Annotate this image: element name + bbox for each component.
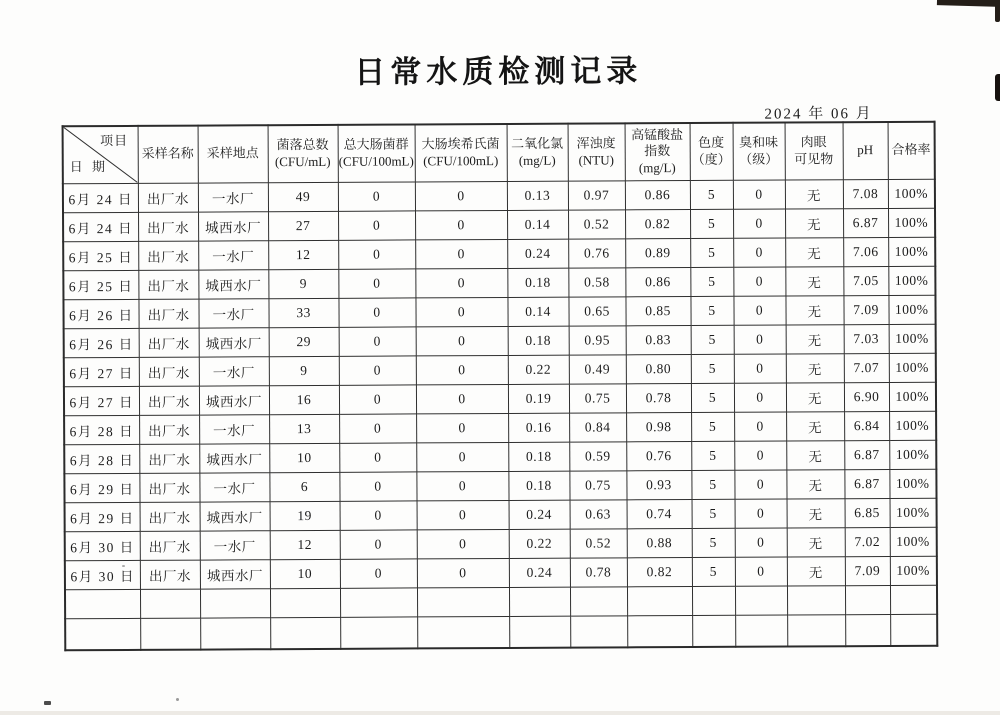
table-cell: 0.18 xyxy=(507,268,568,297)
table-cell xyxy=(65,618,140,650)
table-cell: 无 xyxy=(786,440,844,469)
table-cell: 12 xyxy=(268,240,338,269)
table-cell xyxy=(787,614,845,646)
table-cell: 一水厂 xyxy=(199,472,269,501)
table-cell: 0 xyxy=(417,558,509,587)
table-cell: 49 xyxy=(268,182,338,211)
table-cell: 0 xyxy=(338,210,415,239)
table-cell: 19 xyxy=(270,501,340,530)
empty-row xyxy=(65,614,937,651)
table-cell: 0 xyxy=(338,239,415,268)
table-cell: 0.52 xyxy=(568,209,625,238)
table-cell: 7.06 xyxy=(843,237,888,266)
table-cell: 一水厂 xyxy=(200,530,270,559)
table-cell xyxy=(417,616,509,648)
table-cell: 0 xyxy=(415,297,507,326)
table-cell: 7.09 xyxy=(845,556,890,585)
table-cell: 出厂水 xyxy=(139,357,199,386)
table-cell: 无 xyxy=(786,411,844,440)
column-header: 总大肠菌群 (CFU/100mL) xyxy=(338,124,415,181)
table-cell: 0.65 xyxy=(568,296,625,325)
table-cell: 6.90 xyxy=(844,382,889,411)
table-cell: 0 xyxy=(734,325,786,354)
column-header: 菌落总数 (CFU/mL) xyxy=(268,125,338,182)
table-cell: 100% xyxy=(888,208,935,237)
table-cell: 城西水厂 xyxy=(199,327,269,356)
table-cell xyxy=(200,617,270,649)
table-cell: 0.98 xyxy=(626,412,691,441)
table-cell: 0 xyxy=(733,209,785,238)
table-cell: 0 xyxy=(340,558,417,587)
table-cell: 0.13 xyxy=(507,181,568,210)
table-cell: 5 xyxy=(691,354,734,383)
table-cell: 0 xyxy=(733,180,785,209)
table-cell: 5 xyxy=(690,238,733,267)
water-quality-table xyxy=(62,121,939,652)
table-cell: 0.76 xyxy=(568,238,625,267)
table-cell: 0.24 xyxy=(507,239,568,268)
table-cell: 0.76 xyxy=(626,441,691,470)
table-cell xyxy=(735,585,787,614)
table-cell: 一水厂 xyxy=(199,356,269,385)
table-cell xyxy=(509,587,570,616)
table-cell: 出厂水 xyxy=(138,212,198,241)
page-title: 日常水质检测记录 xyxy=(354,53,643,90)
table-cell: 城西水厂 xyxy=(198,269,268,298)
table-cell: 0.82 xyxy=(625,209,690,238)
table-cell xyxy=(270,617,340,649)
table-cell: 0.85 xyxy=(625,296,690,325)
table-cell xyxy=(65,589,140,618)
table-cell: 0 xyxy=(339,413,416,442)
table-cell: 9 xyxy=(268,269,338,298)
table-row xyxy=(63,179,935,213)
table-cell: 6.87 xyxy=(844,440,889,469)
table-cell: 0 xyxy=(734,383,786,412)
table-cell: 5 xyxy=(691,383,734,412)
table-cell: 无 xyxy=(785,266,843,295)
table-cell: 0.74 xyxy=(627,499,692,528)
table-row xyxy=(64,324,936,358)
table-cell: 29 xyxy=(269,327,339,356)
table-cell: 无 xyxy=(785,295,843,324)
table-cell: 7.07 xyxy=(844,353,889,382)
table-cell: 出厂水 xyxy=(138,241,198,270)
column-header: 高锰酸盐 指数 (mg/L) xyxy=(625,123,690,180)
column-header: 色度 （度） xyxy=(690,123,733,180)
column-header: 大肠埃希氏菌 (CFU/100mL) xyxy=(415,124,507,181)
table-cell: 0.84 xyxy=(569,412,626,441)
table-cell: 无 xyxy=(787,556,845,585)
table-cell: 5 xyxy=(692,528,735,557)
table-row xyxy=(64,353,936,387)
table-cell: 无 xyxy=(785,237,843,266)
table-cell: 6月 24 日 xyxy=(63,212,138,241)
table-cell xyxy=(890,614,937,646)
table-cell: 0 xyxy=(417,529,509,558)
table-cell: 0 xyxy=(416,471,508,500)
table-cell: 无 xyxy=(786,324,844,353)
table-cell: 0 xyxy=(416,355,508,384)
table-cell: 城西水厂 xyxy=(198,211,268,240)
table-cell: 出厂水 xyxy=(139,386,199,415)
table-cell: 一水厂 xyxy=(198,182,268,211)
table-cell: 0 xyxy=(735,528,787,557)
table-cell: 5 xyxy=(690,267,733,296)
table-cell: 10 xyxy=(269,443,339,472)
table-cell: 33 xyxy=(268,298,338,327)
table-cell: 0.95 xyxy=(569,325,626,354)
column-header: 臭和味 （级） xyxy=(733,123,785,180)
table-cell: 一水厂 xyxy=(198,298,268,327)
table-row xyxy=(63,266,935,300)
table-cell: 0.75 xyxy=(569,383,626,412)
table-cell: 0 xyxy=(339,326,416,355)
table-cell xyxy=(890,585,937,614)
table-row xyxy=(64,469,936,503)
table-cell: 0.18 xyxy=(508,326,569,355)
table-cell: 0 xyxy=(735,557,787,586)
table-cell: 0 xyxy=(339,471,416,500)
table-row xyxy=(63,237,935,271)
table-row xyxy=(65,556,937,590)
table-cell: 5 xyxy=(691,325,734,354)
table-cell: 0 xyxy=(416,326,508,355)
table-cell: 6.85 xyxy=(845,498,890,527)
table-cell: 0.19 xyxy=(508,384,569,413)
table-cell xyxy=(787,585,845,614)
table-cell: 0 xyxy=(338,268,415,297)
table-cell: 0.24 xyxy=(509,500,570,529)
table-cell: 100% xyxy=(888,237,935,266)
table-cell: 0 xyxy=(416,413,508,442)
table-cell xyxy=(417,587,509,616)
table-cell: 13 xyxy=(269,414,339,443)
table-cell: 0 xyxy=(339,384,416,413)
table-cell: 0 xyxy=(734,354,786,383)
table-cell: 0.22 xyxy=(509,529,570,558)
table-cell xyxy=(845,614,890,646)
table-cell: 6月 26 日 xyxy=(64,328,139,357)
table-cell: 0 xyxy=(734,470,786,499)
table-cell xyxy=(570,615,627,647)
corner-label-date: 日 期 xyxy=(69,158,109,175)
table-cell: 0 xyxy=(339,355,416,384)
table-cell xyxy=(735,614,787,646)
table-cell: 6月 26 日 xyxy=(63,299,138,328)
table-cell: 出厂水 xyxy=(140,502,200,531)
table-cell: 5 xyxy=(691,470,734,499)
table-cell: 6月 28 日 xyxy=(64,444,139,473)
table-cell: 一水厂 xyxy=(198,240,268,269)
table-cell xyxy=(692,586,735,615)
table-cell: 0.83 xyxy=(626,325,691,354)
table-cell: 100% xyxy=(890,527,937,556)
table-cell: 5 xyxy=(690,180,733,209)
table-cell: 9 xyxy=(269,356,339,385)
column-header: 浑浊度 (NTU) xyxy=(568,123,625,180)
table-cell: 0 xyxy=(417,500,509,529)
table-cell: 0 xyxy=(415,239,507,268)
table-cell: 5 xyxy=(691,441,734,470)
table-header xyxy=(63,122,935,184)
table-cell: 出厂水 xyxy=(138,270,198,299)
table-cell: 100% xyxy=(889,324,936,353)
table-cell: 0 xyxy=(733,296,785,325)
table-cell xyxy=(200,588,270,617)
table-cell: 100% xyxy=(889,382,936,411)
column-header: 采样地点 xyxy=(198,125,268,182)
table-cell: 0.63 xyxy=(570,499,627,528)
table-row xyxy=(65,527,937,561)
table-cell: 10 xyxy=(270,559,340,588)
table-cell: 0.75 xyxy=(569,470,626,499)
table-cell: 0.80 xyxy=(626,354,691,383)
table-cell: 0 xyxy=(340,500,417,529)
table-cell: 出厂水 xyxy=(140,531,200,560)
table-cell: 5 xyxy=(690,296,733,325)
table-cell: 无 xyxy=(786,469,844,498)
table-cell: 城西水厂 xyxy=(200,559,270,588)
header-row xyxy=(63,122,935,184)
table-cell: 7.02 xyxy=(845,527,890,556)
table-row xyxy=(63,295,935,329)
table-cell: 0.78 xyxy=(626,383,691,412)
column-header: pH xyxy=(843,122,888,179)
table-cell: 0 xyxy=(415,210,507,239)
table-cell: 5 xyxy=(692,499,735,528)
table-cell: 6月 29 日 xyxy=(64,473,139,502)
table-cell: 7.03 xyxy=(844,324,889,353)
table-cell: 6月 27 日 xyxy=(64,357,139,386)
table-row xyxy=(64,411,936,445)
table-cell: 0 xyxy=(338,297,415,326)
column-header: 肉眼 可见物 xyxy=(785,122,843,179)
table-cell: 6.87 xyxy=(843,208,888,237)
table-cell: 0.88 xyxy=(627,528,692,557)
corner-label-item: 项目 xyxy=(100,132,129,149)
table-cell: 0.86 xyxy=(625,180,690,209)
table-cell: 0.93 xyxy=(626,470,691,499)
table-cell: 无 xyxy=(785,208,843,237)
table-cell: 出厂水 xyxy=(138,183,198,212)
table-cell: 100% xyxy=(888,179,935,208)
table-row xyxy=(64,382,936,416)
table-cell: 6月 28 日 xyxy=(64,415,139,444)
table-cell xyxy=(140,589,200,618)
table-cell: 无 xyxy=(785,179,843,208)
table-cell: 7.09 xyxy=(843,295,888,324)
table-cell: 5 xyxy=(690,209,733,238)
table-cell: 100% xyxy=(890,498,937,527)
table-cell: 无 xyxy=(787,498,845,527)
table-cell xyxy=(692,615,735,647)
table-cell: 0.78 xyxy=(570,557,627,586)
table-cell: 5 xyxy=(691,412,734,441)
table-cell: 7.08 xyxy=(843,179,888,208)
table-row xyxy=(63,208,935,242)
table-cell: 0 xyxy=(415,268,507,297)
table-cell: 出厂水 xyxy=(139,473,199,502)
table-cell: 0.16 xyxy=(508,413,569,442)
table-cell xyxy=(509,616,570,648)
table-cell: 100% xyxy=(889,411,936,440)
table-cell: 0.52 xyxy=(570,528,627,557)
table-cell: 0 xyxy=(734,441,786,470)
table-cell: 0 xyxy=(340,529,417,558)
table-cell: 6月 25 日 xyxy=(63,241,138,270)
column-header: 二氧化氯 (mg/L) xyxy=(507,124,568,181)
table-cell: 一水厂 xyxy=(199,414,269,443)
table-cell: 0 xyxy=(338,181,415,210)
empty-row xyxy=(65,585,937,619)
table-cell: 100% xyxy=(889,440,936,469)
table-cell: 6月 29 日 xyxy=(65,502,140,531)
table-cell: 城西水厂 xyxy=(200,501,270,530)
table-cell: 0.14 xyxy=(507,297,568,326)
table-cell: 6 xyxy=(269,472,339,501)
table-cell: 出厂水 xyxy=(140,560,200,589)
table-cell: 0 xyxy=(735,499,787,528)
table-cell: 0 xyxy=(339,442,416,471)
table-cell: 出厂水 xyxy=(138,299,198,328)
column-header: 合格率 xyxy=(888,122,935,179)
table-cell xyxy=(340,587,417,616)
table-cell: 100% xyxy=(889,353,936,382)
table-cell: 0.18 xyxy=(508,442,569,471)
table-cell xyxy=(340,616,417,648)
table-cell: 0 xyxy=(733,267,785,296)
table-cell: 出厂水 xyxy=(139,444,199,473)
table-cell: 0 xyxy=(733,238,785,267)
report-date: 2024 年 06 月 xyxy=(764,106,873,123)
table-row xyxy=(65,498,937,532)
table-cell: 0.49 xyxy=(569,354,626,383)
table-cell: 0.59 xyxy=(569,441,626,470)
column-header: 采样名称 xyxy=(138,126,198,183)
table-cell xyxy=(140,618,200,650)
table-cell: 0.18 xyxy=(508,471,569,500)
table-cell: 0.22 xyxy=(508,355,569,384)
table-cell: 无 xyxy=(786,353,844,382)
table-cell: 6月 24 日 xyxy=(63,183,138,212)
table-cell: 27 xyxy=(268,211,338,240)
table-cell xyxy=(570,586,627,615)
table-cell: 0.82 xyxy=(627,557,692,586)
table-cell: 出厂水 xyxy=(139,415,199,444)
table-cell: 0 xyxy=(416,384,508,413)
table-cell: 无 xyxy=(787,527,845,556)
table-cell: 0.89 xyxy=(625,238,690,267)
table-cell: 0 xyxy=(734,412,786,441)
table-cell: 城西水厂 xyxy=(199,443,269,472)
table-cell: 出厂水 xyxy=(139,328,199,357)
table-cell: 0.97 xyxy=(568,180,625,209)
table-cell: 100% xyxy=(889,469,936,498)
table-row xyxy=(64,440,936,474)
table-cell: 7.05 xyxy=(843,266,888,295)
table-cell xyxy=(627,615,692,647)
corner-cell xyxy=(63,126,138,183)
table-cell: 无 xyxy=(786,382,844,411)
table-cell: 0.58 xyxy=(568,267,625,296)
table-cell: 0.14 xyxy=(507,210,568,239)
table-cell: 6月 27 日 xyxy=(64,386,139,415)
table-cell: 6月 30 日 xyxy=(65,531,140,560)
table-cell: 0.24 xyxy=(509,558,570,587)
table-cell: 16 xyxy=(269,385,339,414)
table-cell: 12 xyxy=(270,530,340,559)
table-body xyxy=(63,179,937,651)
table-cell: 6月 30 日 xyxy=(65,560,140,589)
table-cell: 6.84 xyxy=(844,411,889,440)
table-cell: 城西水厂 xyxy=(199,385,269,414)
table-cell: 5 xyxy=(692,557,735,586)
table-cell xyxy=(845,585,890,614)
table-cell: 6.87 xyxy=(844,469,889,498)
table-cell: 100% xyxy=(890,556,937,585)
table-cell xyxy=(270,588,340,617)
table-cell xyxy=(627,586,692,615)
table-cell: 6月 25 日 xyxy=(63,270,138,299)
table-cell: 100% xyxy=(888,295,935,324)
table-cell: 0 xyxy=(416,442,508,471)
table-cell: 0.86 xyxy=(625,267,690,296)
table-cell: 100% xyxy=(888,266,935,295)
table-cell: 0 xyxy=(415,181,507,210)
